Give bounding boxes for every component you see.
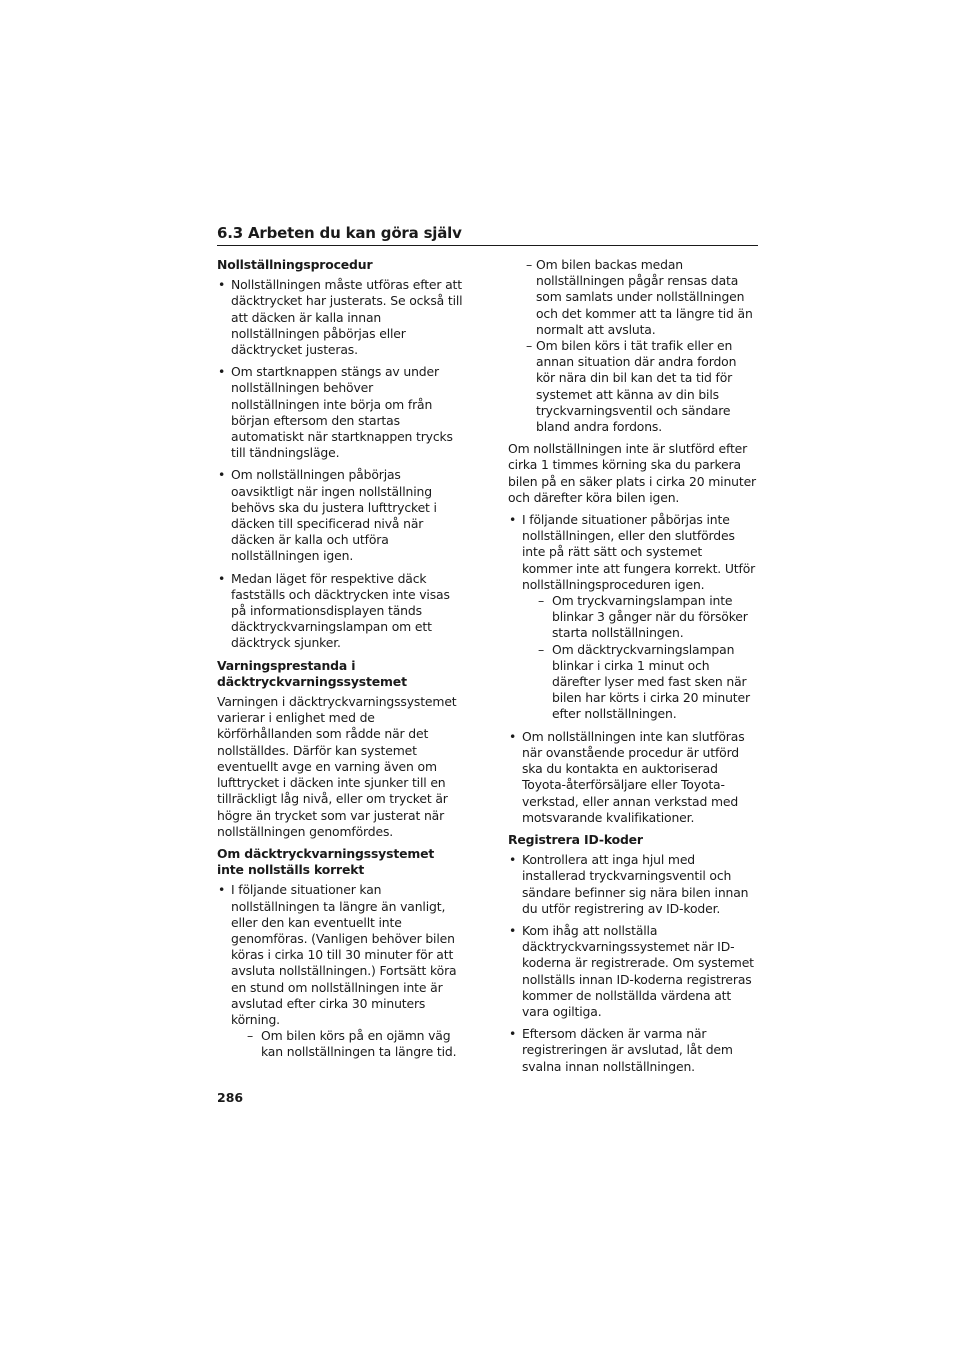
list-item: • Medan läget för respektive däck fastställs och däcktrycken inte visas på informationsdisplayen tänds däcktryckvarningslampan om ett däcktryck sjunker. xyxy=(217,571,465,652)
not-reset-list xyxy=(217,882,465,1060)
sub-list-item: – Om bilen körs i tät trafik eller en annan situation där andra fordon kör nära din bil kan det ta tid för systemet att känna av din bils tryckvarningsventil och sändare bland andra fordons. xyxy=(508,338,756,435)
list-item-text: I följande situationer kan nollställningen ta längre än vanligt, eller den kan eventuellt inte genomföras. (Vanligen behöver bilen köras i cirka 10 till 30 minuter för att avsluta nollställningen.) Fortsätt köra en stund om nollställningen inte är avslutad efter cirka 30 minuters körning. xyxy=(231,882,457,1027)
left-column xyxy=(217,257,465,1067)
heading-reset-procedure: Nollställningsprocedur xyxy=(217,257,373,272)
list-item xyxy=(217,882,465,1060)
reset-failure-list xyxy=(508,512,756,826)
list-item: • Kontrollera att inga hjul med installerad tryckvarningsventil och sändare befinner sig nära bilen innan du utför registrering av ID-koder. xyxy=(508,852,756,917)
paragraph-after-one-hour: Om nollställningen inte är slutförd efter cirka 1 timmes körning ska du parkera bilen på en säker plats i cirka 20 minuter och därefter köra bilen igen. xyxy=(508,441,756,505)
continued-sub-list xyxy=(508,257,756,435)
list-item: • Nollställningen måste utföras efter att däcktrycket har justerats. Se också till att däcken är kalla innan nollställningen påbörjas eller däcktrycket justeras. xyxy=(217,277,465,358)
sub-list-item: – Om tryckvarningslampan inte blinkar 3 gånger när du försöker starta nollställningen. xyxy=(522,593,756,642)
sub-list xyxy=(231,1028,465,1060)
section-title: 6.3 Arbeten du kan göra själv xyxy=(217,224,462,242)
heading-register-id-codes: Registrera ID-koder xyxy=(508,831,643,847)
list-item-text: I följande situationer påbörjas inte nollställningen, eller den slutfördes inte på rätt sätt och systemet kommer inte att fungera korrekt. Utför nollställningsproceduren igen. xyxy=(522,512,756,592)
sub-list xyxy=(522,593,756,723)
heading-warning-performance: Varningsprestanda i däcktryckvarningssystemet xyxy=(217,657,407,689)
reset-procedure-list xyxy=(217,277,465,651)
list-item: • Eftersom däcken är varma när registreringen är avslutad, låt dem svalna innan nollställningen. xyxy=(508,1026,756,1075)
list-item: • Om nollställningen påbörjas oavsiktligt när ingen nollställning behövs ska du justera lufttrycket i däcken till specificerad nivå när däcken är kalla och utföra nollställningen igen. xyxy=(217,467,465,564)
list-item: • Kom ihåg att nollställa däcktryckvarningssystemet när ID-koderna är registrerade. Om systemet nollställs innan ID-koderna registreras kommer de nollställda värdena att vara ogiltiga. xyxy=(508,923,756,1020)
right-column xyxy=(508,257,756,1081)
heading-not-reset-correctly: Om däcktryckvarningssystemet inte nollställs korrekt xyxy=(217,845,435,878)
section-header xyxy=(217,224,758,246)
page-number: 286 xyxy=(217,1090,244,1105)
list-item: • Om startknappen stängs av under nollställningen behöver nollställningen inte börja om från början eftersom den startas automatiskt när startknappen trycks till tändningsläge. xyxy=(217,364,465,461)
sub-list-item: – Om bilen backas medan nollställningen pågår rensas data som samlats under nollställningen och det kommer att ta längre tid än normalt att avsluta. xyxy=(508,257,756,338)
list-item xyxy=(508,512,756,723)
sub-list-item: – Om bilen körs på en ojämn väg kan nollställningen ta längre tid. xyxy=(231,1028,465,1060)
sub-list-item: – Om däcktryckvarningslampan blinkar i cirka 1 minut och därefter lyser med fast sken när bilen har körts i cirka 20 minuter efter nollställningen. xyxy=(522,642,756,723)
list-item: • Om nollställningen inte kan slutföras när ovanstående procedur är utförd ska du kontakta en auktoriserad Toyota-återförsäljare eller Toyota-verkstad, eller annan verkstad med motsvarande kvalifikationer. xyxy=(508,729,756,826)
register-id-list xyxy=(508,852,756,1075)
paragraph-warning-performance: Varningen i däcktryckvarningssystemet varierar i enlighet med de körförhållanden som rådde när det nollställdes. Därför kan systemet eventuellt avge en varning även om lufttrycket i däcken inte sjunker till en tillräckligt låg nivå, eller om trycket är högre än trycket som var justerat när nollställningen genomfördes. xyxy=(217,694,457,839)
